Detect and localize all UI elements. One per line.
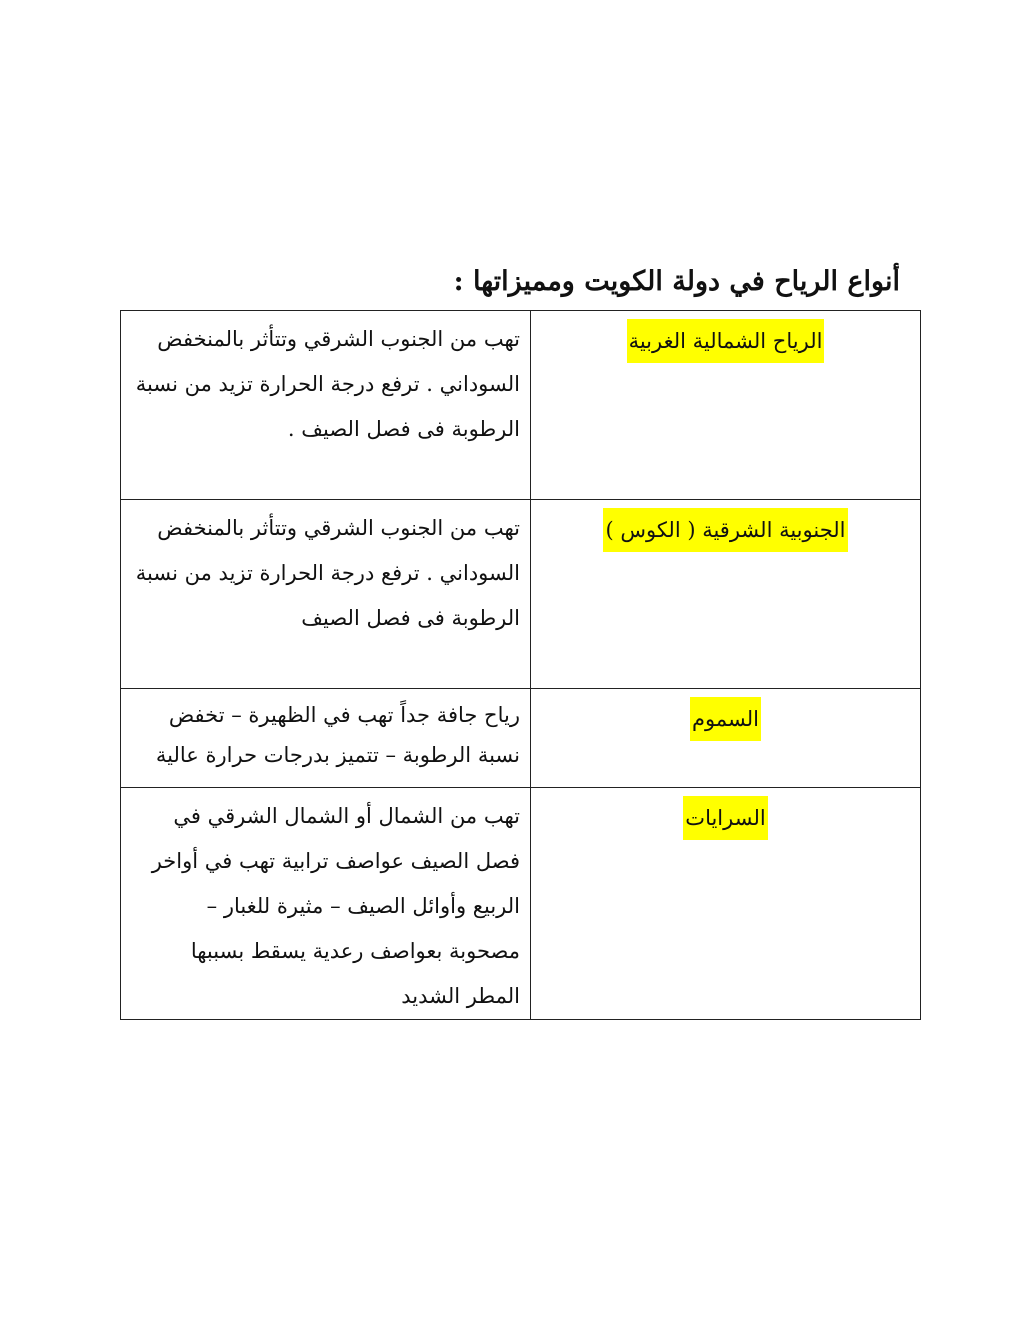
wind-description: تهب من الجنوب الشرقي وتتأثر بالمنخفض السوداني . ترفع درجة الحرارة تزيد من نسبة الرطوبة فى فصل الصيف bbox=[135, 516, 520, 630]
wind-name-highlight: الجنوبية الشرقية ( الكوس ) bbox=[603, 508, 847, 552]
wind-description: تهب من الشمال أو الشمال الشرقي في فصل الصيف عواصف ترابية تهب في أواخر الربيع وأوائل الصيف – مثيرة للغبار – مصحوبة بعواصف رعدية يسقط بسببها المطر الشديد bbox=[151, 804, 520, 1008]
wind-description: رياح جافة جداً تهب في الظهيرة – تخفض نسبة الرطوبة – تتميز بدرجات حرارة عالية bbox=[155, 703, 520, 767]
wind-name-highlight: السرايات bbox=[683, 796, 767, 840]
winds-table bbox=[120, 310, 921, 1020]
wind-name-cell bbox=[531, 788, 921, 1020]
wind-name-cell bbox=[531, 500, 921, 689]
page-title: أنواع الرياح في دولة الكويت ومميزاتها : bbox=[453, 266, 900, 297]
wind-description-cell bbox=[121, 788, 531, 1020]
wind-description-cell bbox=[121, 500, 531, 689]
wind-name-cell bbox=[531, 311, 921, 500]
table-row bbox=[121, 689, 921, 788]
table-row bbox=[121, 788, 921, 1020]
wind-description-cell bbox=[121, 311, 531, 500]
table-row bbox=[121, 311, 921, 500]
wind-description: تهب من الجنوب الشرقي وتتأثر بالمنخفض السوداني . ترفع درجة الحرارة تزيد من نسبة الرطوبة فى فصل الصيف . bbox=[135, 327, 520, 441]
wind-name-highlight: الرياح الشمالية الغربية bbox=[627, 319, 825, 363]
wind-name-cell bbox=[531, 689, 921, 788]
wind-name-highlight: السموم bbox=[690, 697, 761, 741]
table-row bbox=[121, 500, 921, 689]
wind-description-cell bbox=[121, 689, 531, 788]
